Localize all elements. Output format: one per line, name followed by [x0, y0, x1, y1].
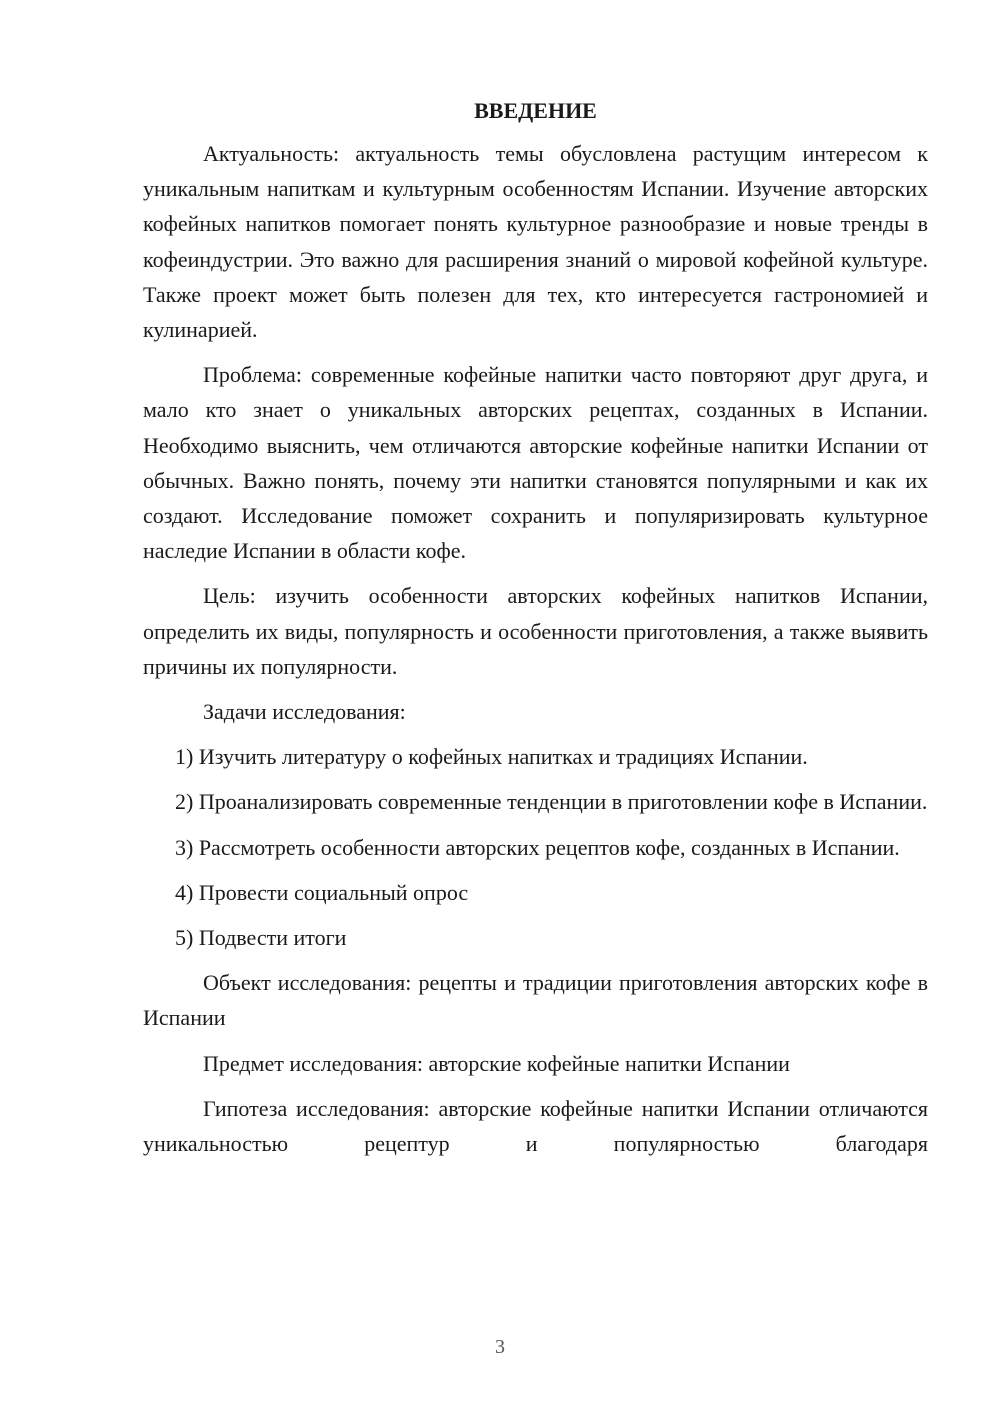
task-item-3: 3) Рассмотреть особенности авторских рецептов кофе, созданных в Испании.: [175, 834, 900, 860]
task-item-1: 1) Изучить литературу о кофейных напитках и традициях Испании.: [175, 744, 808, 770]
section-heading: ВВЕДЕНИЕ: [474, 98, 597, 123]
page-number: 3: [495, 1336, 505, 1358]
problem-paragraph: Проблема: современные кофейные напитки часто повторяют друг друга, и мало кто знает о уникальных авторских рецептах, созданных в Испании. Необходимо выяснить, чем отличаются авторские кофейные напитки Испании от обычных. Важно понять, почему эти напитки становятся популярными и как их создают. Исследование поможет сохранить и популяризировать культурное наследие Испании в области кофе.: [143, 362, 928, 564]
relevance-paragraph: Актуальность: актуальность темы обусловлена растущим интересом к уникальным напиткам и культурным особенностям Испании. Изучение авторских кофейных напитков помогает понять культурное разнообразие и новые тренды в кофеиндустрии. Это важно для расширения знаний о мировой кофейной культуре. Также проект может быть полезен для тех, кто интересуется гастрономией и кулинарией.: [143, 141, 928, 343]
task-item-5: 5) Подвести итоги: [175, 925, 347, 951]
page-content: [143, 95, 928, 1161]
task-item-2: 2) Проанализировать современные тенденции в приготовлении кофе в Испании.: [175, 789, 928, 815]
subject-paragraph: Предмет исследования: авторские кофейные напитки Испании: [203, 1050, 790, 1076]
hypothesis-paragraph: Гипотеза исследования: авторские кофейные напитки Испании отличаются уникальностью рецептур и популярностью благодаря: [143, 1095, 928, 1157]
task-item-4: 4) Провести социальный опрос: [175, 879, 469, 905]
goal-paragraph: Цель: изучить особенности авторских кофейных напитков Испании, определить их виды, популярность и особенности приготовления, а также выявить причины их популярности.: [143, 583, 928, 679]
object-paragraph: Объект исследования: рецепты и традиции приготовления авторских кофе в Испании: [143, 970, 928, 1031]
tasks-title: Задачи исследования:: [203, 699, 406, 725]
tasks-list: [143, 739, 928, 955]
